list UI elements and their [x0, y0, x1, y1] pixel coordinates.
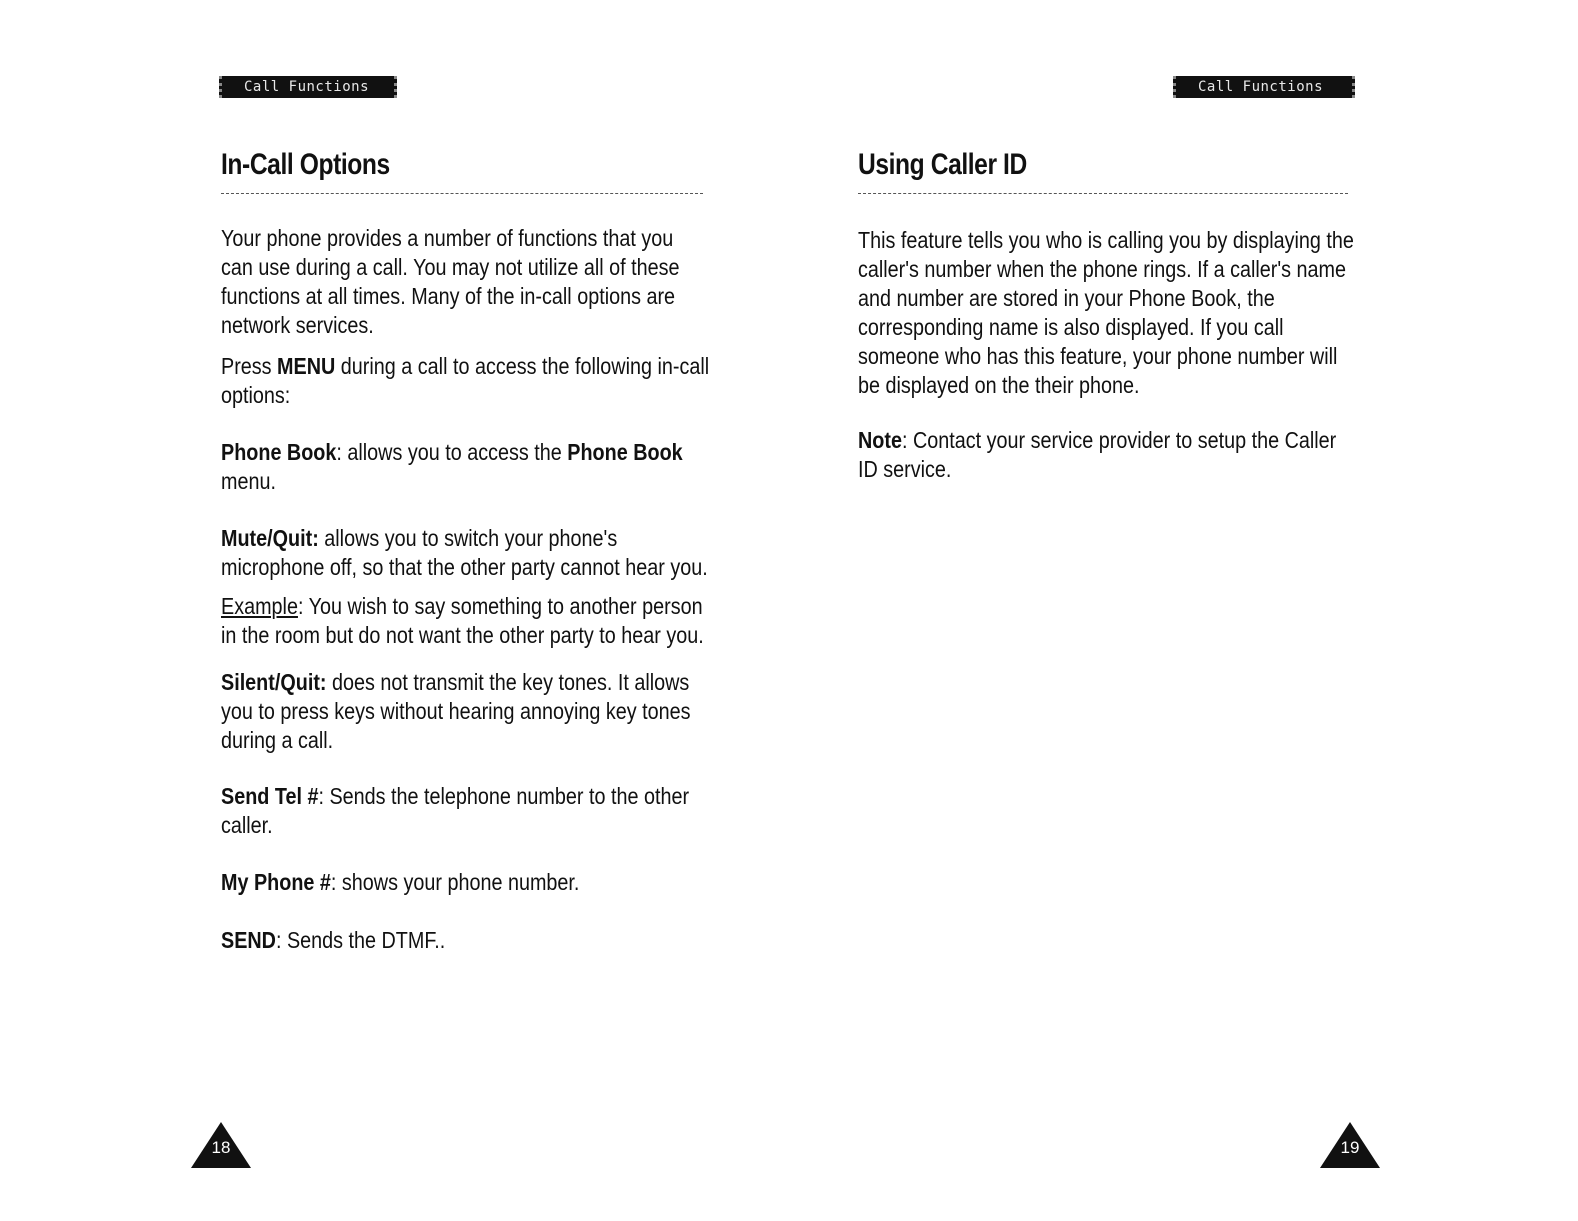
intro-text: This feature tells you who is calling you by displaying the caller's number when the phone rings. If a caller's name and number are stored in your Phone Book, the corresponding name is also displayed. If you call someone who has this feature, your phone number will be displayed on the their phone.: [858, 227, 1354, 398]
press-prefix: Press: [221, 353, 278, 379]
option-text: menu.: [221, 468, 276, 494]
option-mute: [221, 524, 709, 582]
page-title: Using Caller ID: [858, 148, 1027, 181]
option-term: Phone Book: [567, 439, 683, 465]
page-number-marker: [191, 1122, 251, 1168]
intro-text: Your phone provides a number of functions that you can use during a call. You may not utilize all of these functions at all times. Many of the in-call options are network services.: [221, 225, 680, 338]
note-term: Note: [858, 427, 902, 453]
option-text: : Sends the DTMF..: [275, 927, 446, 953]
option-send: [221, 926, 709, 955]
page-number-marker: [1320, 1122, 1380, 1168]
option-text: : shows your phone number.: [330, 869, 580, 895]
intro-paragraph: [221, 224, 709, 340]
section-tab: Call Functions: [219, 76, 397, 98]
press-menu-paragraph: [221, 352, 709, 410]
note-text: : Contact your service provider to setup the Caller ID service.: [858, 427, 1337, 482]
option-text: : Sends the telephone number to the other caller.: [221, 783, 690, 838]
right-page: [789, 0, 1578, 1221]
example-paragraph: [221, 592, 709, 650]
option-text: allows you to switch your phone's microphone off, so that the other party cannot hear you.: [221, 525, 708, 580]
option-term: Phone Book: [221, 439, 337, 465]
option-silent: [221, 668, 709, 755]
option-term: Silent/Quit:: [221, 669, 327, 695]
intro-paragraph: [858, 226, 1355, 400]
option-text: does not transmit the key tones. It allows you to press keys without hearing annoying key tones during a call.: [221, 669, 691, 753]
page-number: 19: [1340, 1138, 1360, 1157]
press-suffix: during a call to access the following in-call options:: [221, 353, 710, 408]
option-send-tel: [221, 782, 709, 840]
option-term: My Phone #: [221, 869, 331, 895]
option-term: SEND: [221, 927, 276, 953]
option-text: : allows you to access the: [336, 439, 568, 465]
page-title: In-Call Options: [221, 148, 390, 181]
heading-divider: [858, 193, 1348, 194]
menu-key-term: MENU: [277, 353, 336, 379]
option-phone-book: [221, 438, 709, 496]
example-label: Example: [221, 593, 298, 619]
option-term: Mute/Quit:: [221, 525, 319, 551]
heading-divider: [221, 193, 703, 194]
page-number: 18: [211, 1138, 231, 1157]
option-term: Send Tel #: [221, 783, 319, 809]
option-my-phone: [221, 868, 709, 897]
example-text: : You wish to say something to another person in the room but do not want the other party to hear you.: [221, 593, 704, 648]
section-tab: Call Functions: [1173, 76, 1355, 98]
note-paragraph: [858, 426, 1355, 484]
